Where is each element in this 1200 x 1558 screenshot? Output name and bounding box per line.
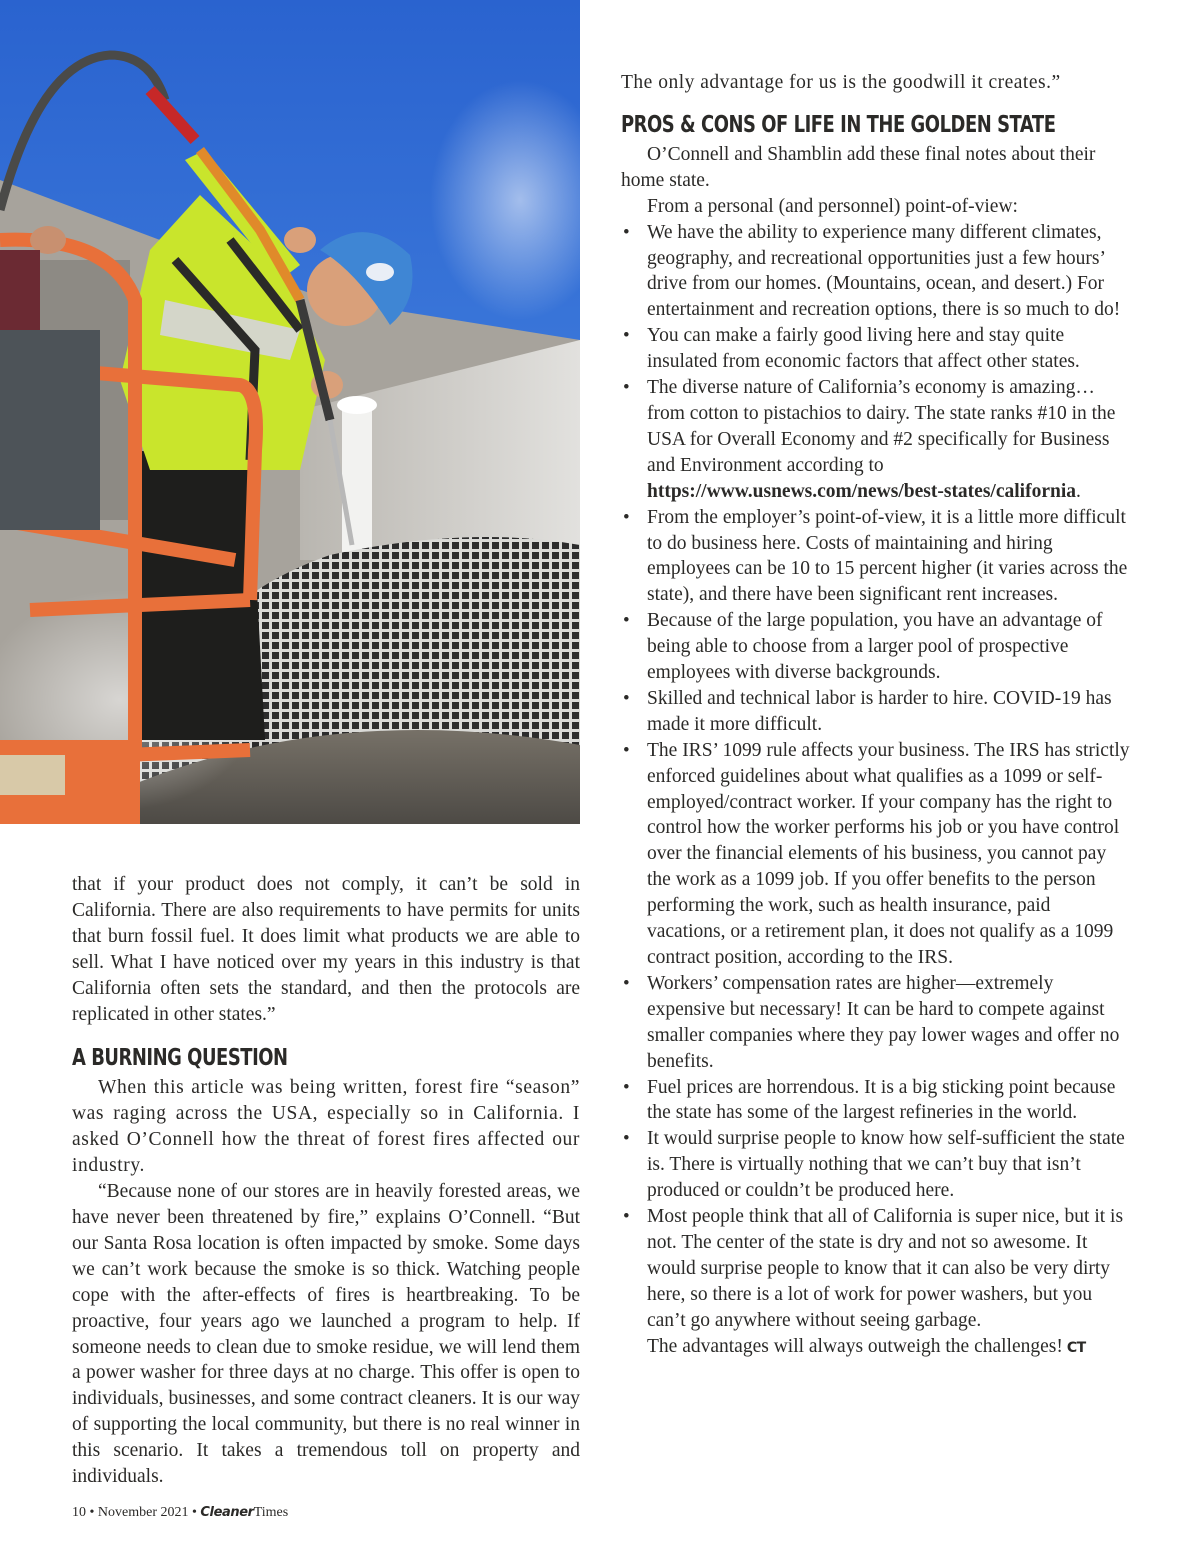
list-item: • Most people think that all of California is super nice, but it is not. The center of the state is dry and not so awesome. It would surprise people to know that it can also be very dirty here, so there is a lot of work for power washers, but you can’t go anywhere without seeing garbage. (623, 1206, 1124, 1331)
bullet-icon: • (623, 325, 630, 347)
usnews-link[interactable]: https://www.usnews.com/news/best-states/california (647, 480, 1076, 502)
white-pipe (342, 405, 372, 555)
magazine-name-times: Times (253, 1505, 289, 1520)
paragraph-fire-season: When this article was being written, forest fire “season” was raging across the USA, especially so in California. I asked O’Connell how the threat of forest fires affected our industry. (72, 1077, 580, 1177)
section-heading-pros-cons: PROS & CONS OF LIFE IN THE GOLDEN STATE (621, 111, 1056, 138)
end-mark-icon: CT (1066, 1339, 1086, 1356)
warning-label (0, 755, 65, 795)
paragraph-continuation: that if your product does not comply, it can’t be sold in California. There are also requirements to have permits for units that burn fossil fuel. It does limit what products we are able to sell. What I have noticed over my years in this industry is that California often sets the standard, and then the protocols are replicated in other states.” (72, 874, 580, 1025)
list-item: • From the employer’s point-of-view, it is a little more difficult to do business here. Costs of maintaining and hiring employees can be 10 to 15 percent higher (it varies across the state), and there have been significant rent increases. (623, 506, 1128, 606)
list-item: • Fuel prices are horrendous. It is a big sticking point because the state has some of the largest refineries in the world. (623, 1076, 1116, 1124)
bullet-icon: • (623, 739, 630, 761)
paragraph-oconnell-quote: “Because none of our stores are in heavily forested areas, we have never been threatened by fire,” explains O’Connell. “But our Santa Rosa location is often impacted by smoke. Some days we can’t work because the smoke is so thick. Watching people cope with the after-effects of fires is heartbreaking. To be proactive, four years ago we launched a program to help. If someone needs to clean due to smoke residue, we will lend them a power washer for three days at no charge. This offer is open to individuals, businesses, and some contract cleaners. It is our way of supporting the local community, but there is no real winner in this scenario. It takes a tremendous toll on property and individuals. (72, 1181, 580, 1488)
list-item: • You can make a fairly good living here and stay quite insulated from economic factors that affect other states. (623, 325, 1080, 373)
bullet-icon: • (623, 506, 630, 528)
list-item: • Workers’ compensation rates are higher—extremely expensive but necessary! It can be hard to compete against smaller companies where they pay lower wages and offer no benefits. (623, 972, 1120, 1072)
bullet-icon: • (623, 221, 630, 243)
list-item: • The IRS’ 1099 rule affects your business. The IRS has strictly enforced guidelines about what qualifies as a 1099 or self-employed/contract worker. If your company has the right to control how the worker performs his job or you have control over the financial elements of his business, you cannot pay the work as a 1099 job. If you offer benefits to the person performing the work, such as health insurance, paid vacations, or a retirement plan, it does not qualify as a 1099 contract position, according to the IRS. (623, 739, 1130, 968)
article-photo (0, 0, 580, 824)
photo-illustration (0, 0, 580, 824)
bullet-icon: • (623, 377, 630, 399)
bullet-icon: • (623, 1206, 630, 1228)
paragraph-goodwill-quote: The only advantage for us is the goodwill it creates.” (621, 72, 1061, 93)
bullet-icon: • (623, 1076, 630, 1098)
left-column (72, 872, 580, 1490)
section-heading-burning-question: A BURNING QUESTION (72, 1045, 288, 1072)
page-number: 10 (72, 1505, 86, 1520)
paragraph-intro-pov: From a personal (and personnel) point-of-view: (647, 195, 1018, 217)
bullet-icon: • (623, 972, 630, 994)
bullet-icon: • (623, 1128, 630, 1150)
control-box (0, 330, 100, 530)
list-item: • It would surprise people to know how self-sufficient the state is. There is virtually nothing that we can’t buy that isn’t produced or couldn’t be produced here. (623, 1128, 1125, 1202)
bullet-icon: • (623, 610, 630, 632)
footer-separator: • (89, 1505, 95, 1520)
right-column (621, 70, 1131, 1362)
list-item: • Skilled and technical labor is harder to hire. COVID-19 has made it more difficult. (623, 687, 1112, 735)
list-item: • Because of the large population, you have an advantage of being able to choose from a larger pool of prospective employees with diverse backgrounds. (623, 610, 1103, 684)
issue-date: November 2021 (97, 1505, 189, 1520)
page-footer (72, 1505, 288, 1521)
bullet-icon: • (623, 687, 630, 709)
closing-line: The advantages will always outweigh the challenges! CT (647, 1335, 1086, 1357)
list-item: • The diverse nature of California’s economy is amazing…from cotton to pistachios to dairy. The state ranks #10 in the USA for Overall Economy and #2 specifically for Business and Environment according to https://www.usnews.com/news/best-states/california. (623, 377, 1116, 502)
magazine-name-cleaner: Cleaner (200, 1505, 254, 1520)
pros-cons-list (621, 220, 1131, 1334)
footer-separator: • (192, 1505, 197, 1520)
paragraph-intro-notes: O’Connell and Shamblin add these final notes about their home state. (621, 143, 1096, 191)
list-item: • We have the ability to experience many different climates, geography, and recreational opportunities just a few hours’ drive from our homes. (Mountains, ocean, and desert.) For entertainment and recreation options, there is so much to do! (623, 221, 1121, 321)
